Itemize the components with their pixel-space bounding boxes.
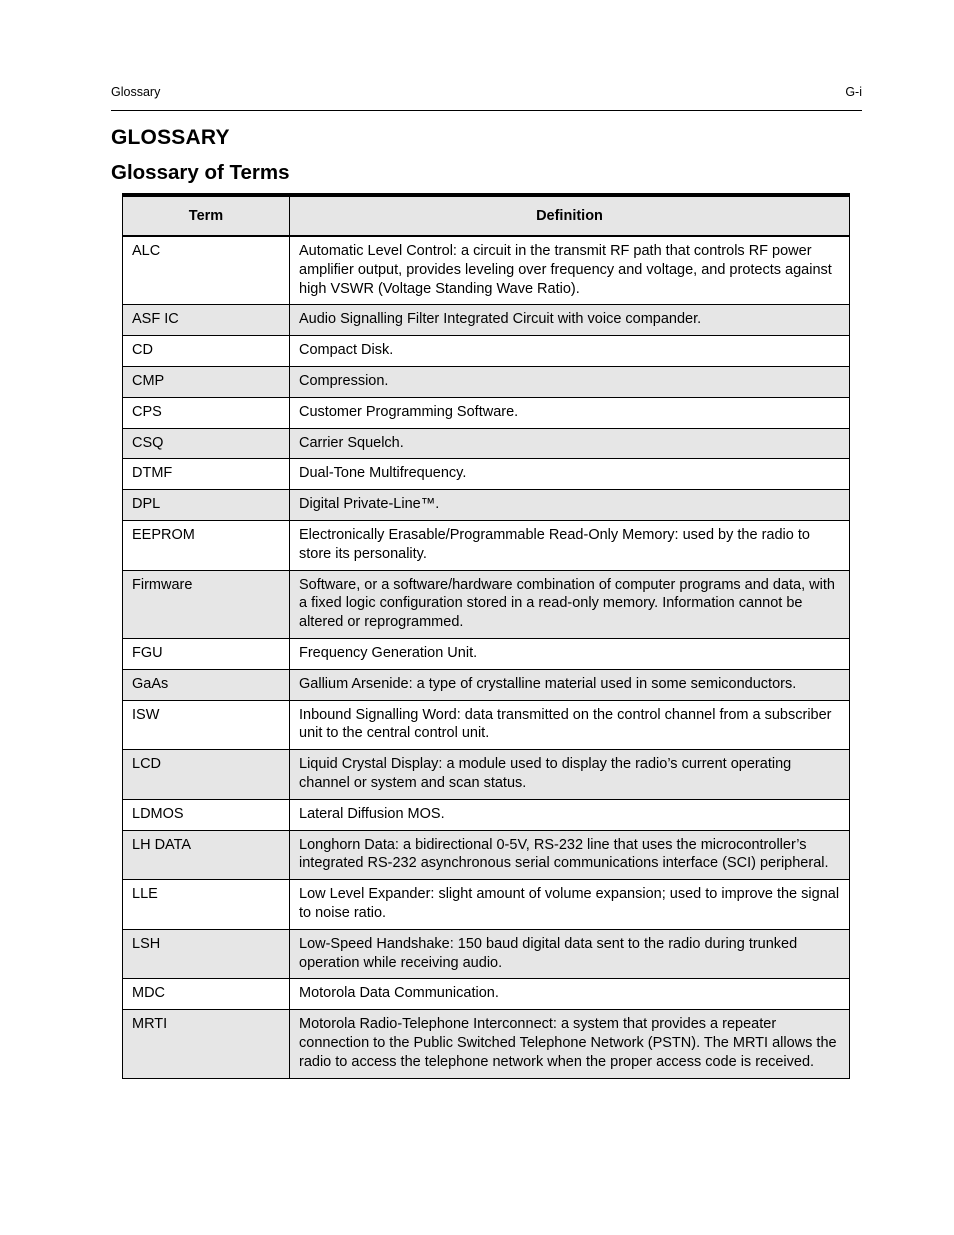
term-cell: ALC xyxy=(123,236,290,305)
definition-cell: Compression. xyxy=(290,366,850,397)
term-cell: CPS xyxy=(123,397,290,428)
term-cell: DTMF xyxy=(123,459,290,490)
header-section-name: Glossary xyxy=(111,85,161,99)
table-row xyxy=(123,236,850,305)
table-row xyxy=(123,1010,850,1078)
table-header-row xyxy=(123,195,850,236)
table-row xyxy=(123,638,850,669)
definition-cell: Motorola Data Communication. xyxy=(290,979,850,1010)
table-row xyxy=(123,929,850,979)
term-cell: Firmware xyxy=(123,570,290,638)
table-row xyxy=(123,397,850,428)
term-cell: MRTI xyxy=(123,1010,290,1078)
term-cell: LDMOS xyxy=(123,799,290,830)
glossary-table xyxy=(122,193,850,1079)
header-page-number: G-i xyxy=(845,85,862,99)
table-row xyxy=(123,669,850,700)
definition-cell: Compact Disk. xyxy=(290,336,850,367)
definition-cell: Liquid Crystal Display: a module used to display the radio’s current operating channel or system and scan status. xyxy=(290,750,850,800)
definition-cell: Carrier Squelch. xyxy=(290,428,850,459)
table-row xyxy=(123,750,850,800)
definition-cell: Frequency Generation Unit. xyxy=(290,638,850,669)
definition-cell: Digital Private-Line™. xyxy=(290,490,850,521)
term-cell: EEPROM xyxy=(123,520,290,570)
definition-cell: Dual-Tone Multifrequency. xyxy=(290,459,850,490)
term-cell: LSH xyxy=(123,929,290,979)
term-cell: FGU xyxy=(123,638,290,669)
definition-cell: Customer Programming Software. xyxy=(290,397,850,428)
table-row xyxy=(123,830,850,880)
term-cell: LCD xyxy=(123,750,290,800)
term-cell: GaAs xyxy=(123,669,290,700)
definition-cell: Longhorn Data: a bidirectional 0-5V, RS-232 line that uses the microcontroller’s integrated RS-232 asynchronous serial communications interface (SCI) peripheral. xyxy=(290,830,850,880)
term-cell: LLE xyxy=(123,880,290,930)
table-row xyxy=(123,428,850,459)
term-cell: DPL xyxy=(123,490,290,521)
chapter-title: GLOSSARY xyxy=(111,126,230,149)
definition-cell: Audio Signalling Filter Integrated Circuit with voice compander. xyxy=(290,305,850,336)
table-row xyxy=(123,366,850,397)
definition-cell: Lateral Diffusion MOS. xyxy=(290,799,850,830)
definition-cell: Software, or a software/hardware combination of computer programs and data, with a fixed logic configuration stored in a read-only memory. Information cannot be altered or reprogrammed. xyxy=(290,570,850,638)
table-row xyxy=(123,570,850,638)
definition-cell: Low-Speed Handshake: 150 baud digital data sent to the radio during trunked operation while receiving audio. xyxy=(290,929,850,979)
table-row xyxy=(123,880,850,930)
table-row xyxy=(123,700,850,750)
term-cell: CMP xyxy=(123,366,290,397)
definition-cell: Gallium Arsenide: a type of crystalline material used in some semiconductors. xyxy=(290,669,850,700)
term-cell: CSQ xyxy=(123,428,290,459)
table-row xyxy=(123,520,850,570)
term-cell: MDC xyxy=(123,979,290,1010)
table-row xyxy=(123,459,850,490)
definition-cell: Low Level Expander: slight amount of volume expansion; used to improve the signal to noise ratio. xyxy=(290,880,850,930)
term-cell: ASF IC xyxy=(123,305,290,336)
table-row xyxy=(123,305,850,336)
definition-cell: Motorola Radio-Telephone Interconnect: a system that provides a repeater connection to the Public Switched Telephone Network (PSTN). The MRTI allows the radio to access the telephone network when the proper access code is received. xyxy=(290,1010,850,1078)
table-row xyxy=(123,336,850,367)
column-header-definition: Definition xyxy=(290,195,850,236)
column-header-term: Term xyxy=(123,195,290,236)
term-cell: ISW xyxy=(123,700,290,750)
term-cell: CD xyxy=(123,336,290,367)
definition-cell: Automatic Level Control: a circuit in the transmit RF path that controls RF power amplifier output, provides leveling over frequency and voltage, and protects against high VSWR (Voltage Standing Wave Ratio). xyxy=(290,236,850,305)
term-cell: LH DATA xyxy=(123,830,290,880)
table-row xyxy=(123,490,850,521)
section-title: Glossary of Terms xyxy=(111,161,290,184)
definition-cell: Electronically Erasable/Programmable Read-Only Memory: used by the radio to store its personality. xyxy=(290,520,850,570)
running-header xyxy=(111,85,862,111)
table-row xyxy=(123,979,850,1010)
definition-cell: Inbound Signalling Word: data transmitted on the control channel from a subscriber unit to the central control unit. xyxy=(290,700,850,750)
table-row xyxy=(123,799,850,830)
